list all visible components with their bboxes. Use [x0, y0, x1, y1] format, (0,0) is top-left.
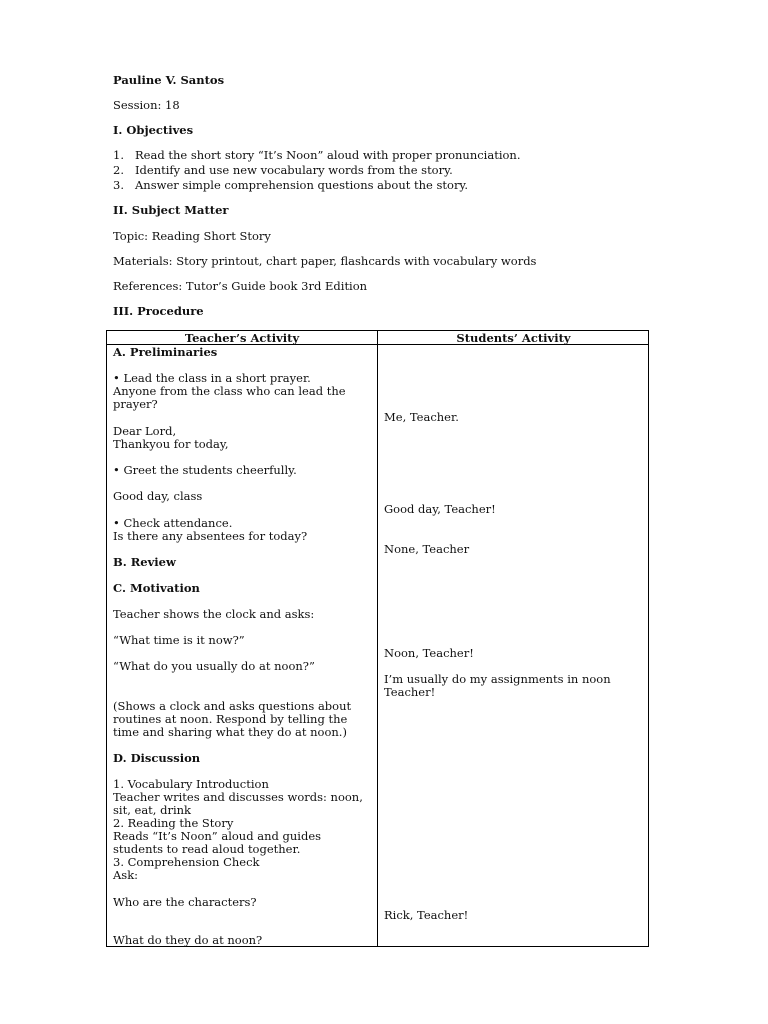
teacher-line: “What do you usually do at noon?” [113, 659, 315, 673]
session-number: Session: 18 [113, 98, 180, 112]
materials-line: Materials: Story printout, chart paper, flashcards with vocabulary words [113, 254, 537, 268]
motivation-heading: C. Motivation [113, 581, 200, 595]
teacher-line: Teacher shows the clock and asks: [113, 607, 315, 621]
student-line: Rick, Teacher! [384, 908, 469, 922]
student-line: Good day, Teacher! [384, 502, 496, 516]
objective-number: 2. [113, 163, 124, 177]
teacher-line: 2. Reading the Story [113, 816, 234, 830]
teacher-line: Who are the characters? [113, 895, 257, 909]
author-name: Pauline V. Santos [113, 73, 225, 87]
student-line: None, Teacher [384, 542, 470, 556]
procedure-heading: III. Procedure [113, 304, 204, 318]
student-line: Noon, Teacher! [384, 646, 474, 660]
students-activity-header: Students’ Activity [456, 331, 571, 345]
teacher-line: • Check attendance. [113, 516, 233, 530]
teacher-line: Anyone from the class who can lead the [113, 384, 346, 398]
teacher-line: Good day, class [113, 489, 203, 503]
teacher-line: sit, eat, drink [113, 803, 192, 817]
discussion-heading: D. Discussion [113, 751, 201, 765]
teacher-line: prayer? [113, 397, 158, 411]
objective-number: 3. [113, 178, 124, 192]
review-heading: B. Review [113, 555, 176, 569]
teacher-line: • Greet the students cheerfully. [113, 463, 297, 477]
objective-text: Answer simple comprehension questions about the story. [135, 178, 469, 192]
references-line: References: Tutor’s Guide book 3rd Edition [113, 279, 368, 293]
objective-item [113, 148, 521, 162]
teacher-line: “What time is it now?” [113, 633, 245, 647]
teacher-activity-header: Teacher’s Activity [184, 331, 300, 345]
teacher-line: students to read aloud together. [113, 842, 301, 856]
objective-number: 1. [113, 148, 124, 162]
preliminaries-heading: A. Preliminaries [113, 345, 218, 359]
column-divider [377, 331, 378, 946]
teacher-line: What do they do at noon? [113, 933, 263, 947]
student-line: I’m usually do my assignments in noon [384, 672, 611, 686]
procedure-table [106, 330, 649, 947]
objective-item [113, 178, 468, 192]
teacher-line: 1. Vocabulary Introduction [113, 777, 269, 791]
teacher-line: Ask: [113, 868, 139, 882]
subject-matter-heading: II. Subject Matter [113, 203, 229, 217]
teacher-line: Thankyou for today, [113, 437, 229, 451]
teacher-line: time and sharing what they do at noon.) [113, 725, 347, 739]
objectives-heading: I. Objectives [113, 123, 194, 137]
teacher-line: Dear Lord, [113, 424, 177, 438]
teacher-line: routines at noon. Respond by telling the [113, 712, 348, 726]
student-line: Teacher! [384, 685, 436, 699]
teacher-line: Is there any absentees for today? [113, 529, 308, 543]
topic-line: Topic: Reading Short Story [113, 229, 271, 243]
teacher-line: Teacher writes and discusses words: noon, [113, 790, 363, 804]
objective-text: Identify and use new vocabulary words from the story. [135, 163, 453, 177]
teacher-line: 3. Comprehension Check [113, 855, 260, 869]
teacher-line: • Lead the class in a short prayer. [113, 371, 311, 385]
objective-item [113, 163, 453, 177]
teacher-line: Reads “It’s Noon” aloud and guides [113, 829, 322, 843]
teacher-line: (Shows a clock and asks questions about [113, 699, 352, 713]
student-line: Me, Teacher. [384, 410, 459, 424]
objective-text: Read the short story “It’s Noon” aloud with proper pronunciation. [135, 148, 521, 162]
